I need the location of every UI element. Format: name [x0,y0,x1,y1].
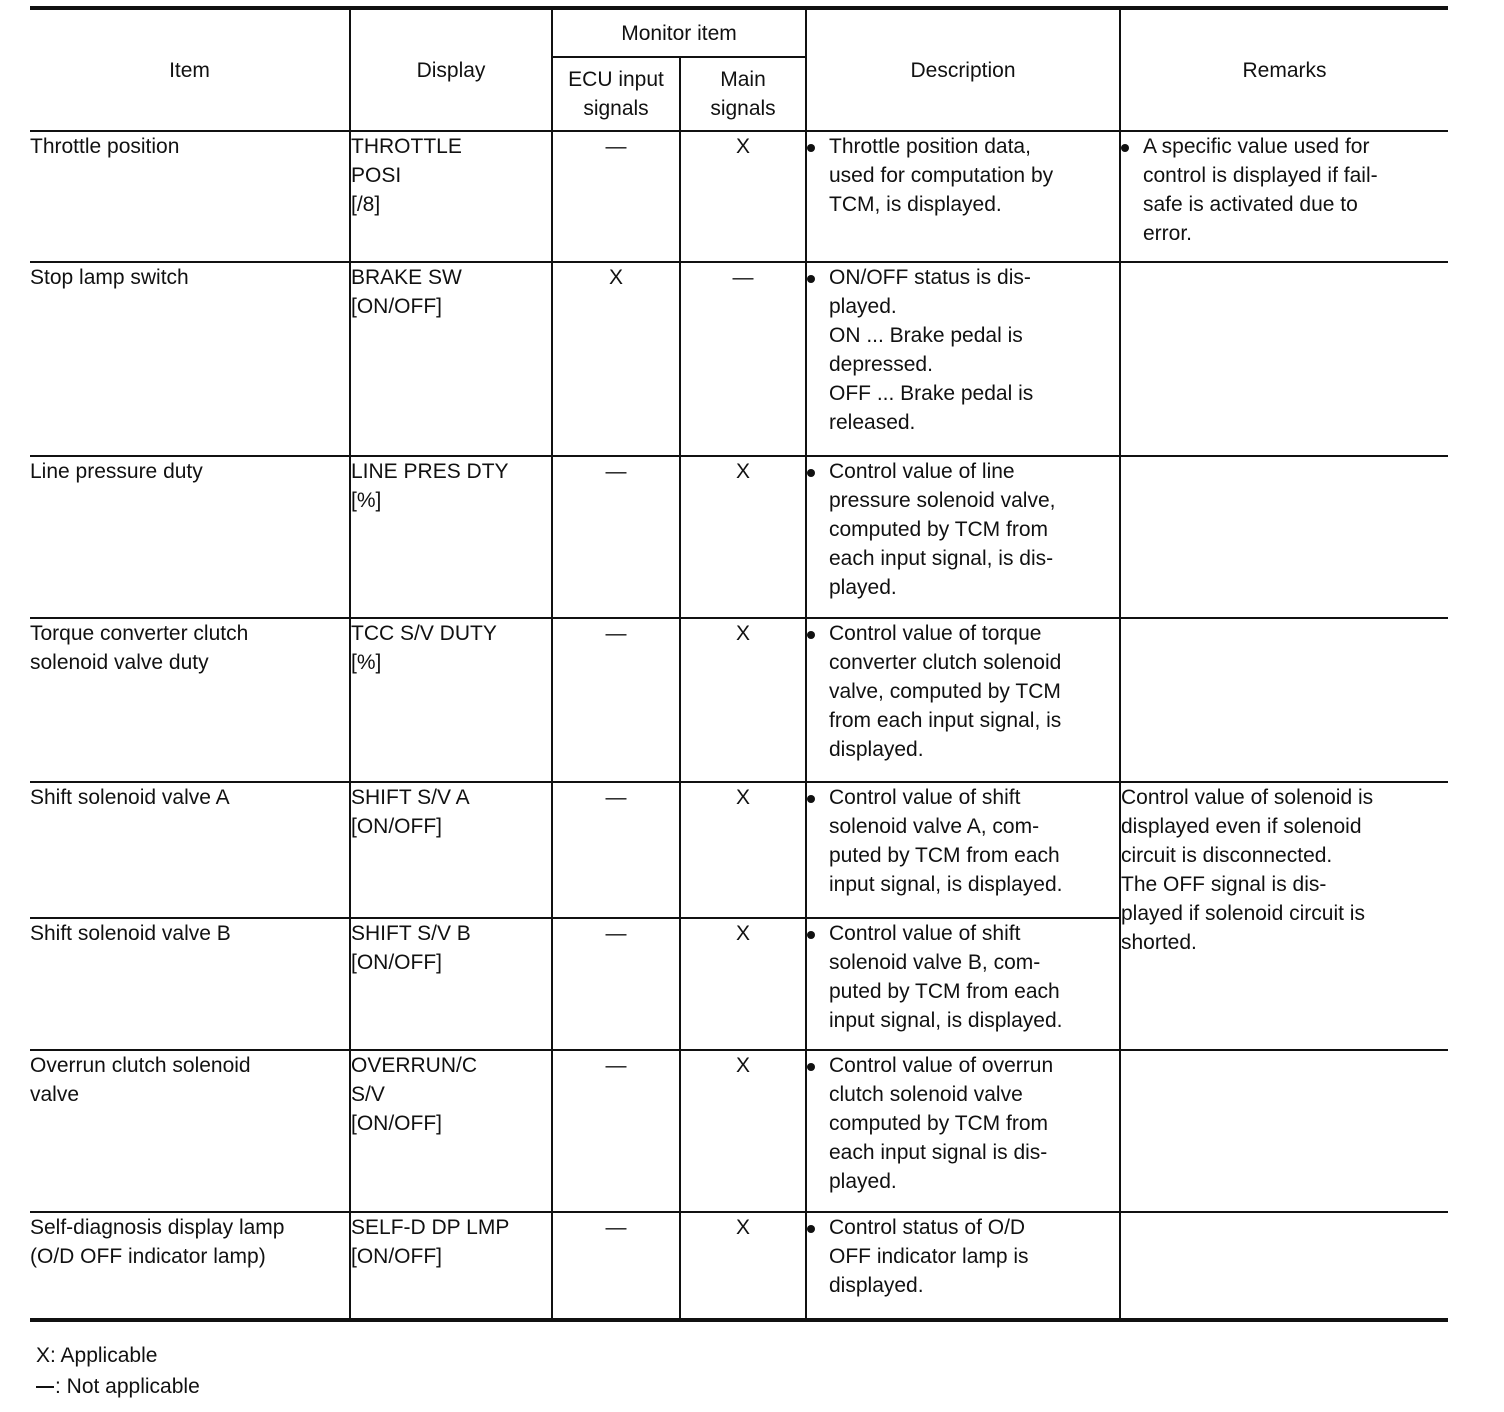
display-cell: THROTTLE POSI [/8] [350,131,552,262]
bullet-icon [807,1225,815,1233]
bullet-icon [807,275,815,283]
remarks-cell: A specific value used for control is displayed if fail- safe is activated due to error. [1120,131,1448,262]
ecu-signal-cell: — [552,1050,680,1212]
main-signal-cell: X [680,918,806,1050]
item-cell: Shift solenoid valve A [30,782,350,918]
remarks-cell: Control value of solenoid is displayed even if solenoid circuit is disconnected. The OFF signal is dis- played if solenoid circuit is shorted. [1120,782,1448,1050]
dash-icon [36,1386,54,1388]
legend-not-applicable: : Not applicable [36,1371,200,1402]
monitor-item-table [30,6,1448,1322]
main-signal-cell: X [680,1050,806,1212]
ecu-signal-cell: — [552,1212,680,1320]
main-signal-cell: X [680,1212,806,1320]
main-signal-cell: X [680,618,806,782]
table-row [30,1212,1448,1320]
ecu-signal-cell: — [552,131,680,262]
ecu-signal-cell: — [552,456,680,618]
remarks-cell [1120,618,1448,782]
header-main-signals: Main signals [680,57,806,131]
display-cell: SELF-D DP LMP [ON/OFF] [350,1212,552,1320]
header-ecu-input-signals: ECU input signals [552,57,680,131]
legend-applicable: X: Applicable [36,1344,158,1367]
description-cell: Control value of overrun clutch solenoid valve computed by TCM from each input signal is dis- played. [806,1050,1120,1212]
header-description: Description [806,8,1120,131]
main-signal-cell: X [680,782,806,918]
bullet-icon [807,469,815,477]
display-cell: TCC S/V DUTY [%] [350,618,552,782]
description-cell: Control value of shift solenoid valve B, com- puted by TCM from each input signal, is displayed. [806,918,1120,1050]
table-row [30,262,1448,456]
description-cell: ON/OFF status is dis- played. ON ... Brake pedal is depressed. OFF ... Brake pedal is released. [806,262,1120,456]
item-cell: Overrun clutch solenoid valve [30,1050,350,1212]
bullet-icon [807,631,815,639]
bullet-icon [807,795,815,803]
main-signal-cell: X [680,456,806,618]
header-item: Item [30,8,350,131]
description-cell: Control value of line pressure solenoid valve, computed by TCM from each input signal, is dis- played. [806,456,1120,618]
description-cell: Throttle position data, used for computation by TCM, is displayed. [806,131,1120,262]
description-cell: Control status of O/D OFF indicator lamp is displayed. [806,1212,1120,1320]
table-row [30,782,1448,918]
header-remarks: Remarks [1120,8,1448,131]
display-cell: SHIFT S/V A [ON/OFF] [350,782,552,918]
display-cell: OVERRUN/C S/V [ON/OFF] [350,1050,552,1212]
remarks-cell [1120,1212,1448,1320]
legend [36,1340,200,1402]
table-row [30,456,1448,618]
remarks-cell [1120,262,1448,456]
description-cell: Control value of torque converter clutch solenoid valve, computed by TCM from each input signal, is displayed. [806,618,1120,782]
item-cell: Stop lamp switch [30,262,350,456]
main-signal-cell: — [680,262,806,456]
display-cell: SHIFT S/V B [ON/OFF] [350,918,552,1050]
main-signal-cell: X [680,131,806,262]
description-cell: Control value of shift solenoid valve A, com- puted by TCM from each input signal, is displayed. [806,782,1120,918]
bullet-icon [1121,144,1129,152]
item-cell: Shift solenoid valve B [30,918,350,1050]
table-row [30,1050,1448,1212]
bullet-icon [807,931,815,939]
table-row [30,131,1448,262]
ecu-signal-cell: — [552,782,680,918]
ecu-signal-cell: — [552,918,680,1050]
display-cell: BRAKE SW [ON/OFF] [350,262,552,456]
remarks-cell [1120,1050,1448,1212]
header-display: Display [350,8,552,131]
remarks-cell [1120,456,1448,618]
header-row [30,8,1448,57]
table-row [30,618,1448,782]
ecu-signal-cell: — [552,618,680,782]
header-monitor-item: Monitor item [552,8,806,57]
ecu-signal-cell: X [552,262,680,456]
display-cell: LINE PRES DTY [%] [350,456,552,618]
item-cell: Line pressure duty [30,456,350,618]
item-cell: Self-diagnosis display lamp (O/D OFF indicator lamp) [30,1212,350,1320]
bullet-icon [807,144,815,152]
bullet-icon [807,1063,815,1071]
item-cell: Torque converter clutch solenoid valve duty [30,618,350,782]
item-cell: Throttle position [30,131,350,262]
